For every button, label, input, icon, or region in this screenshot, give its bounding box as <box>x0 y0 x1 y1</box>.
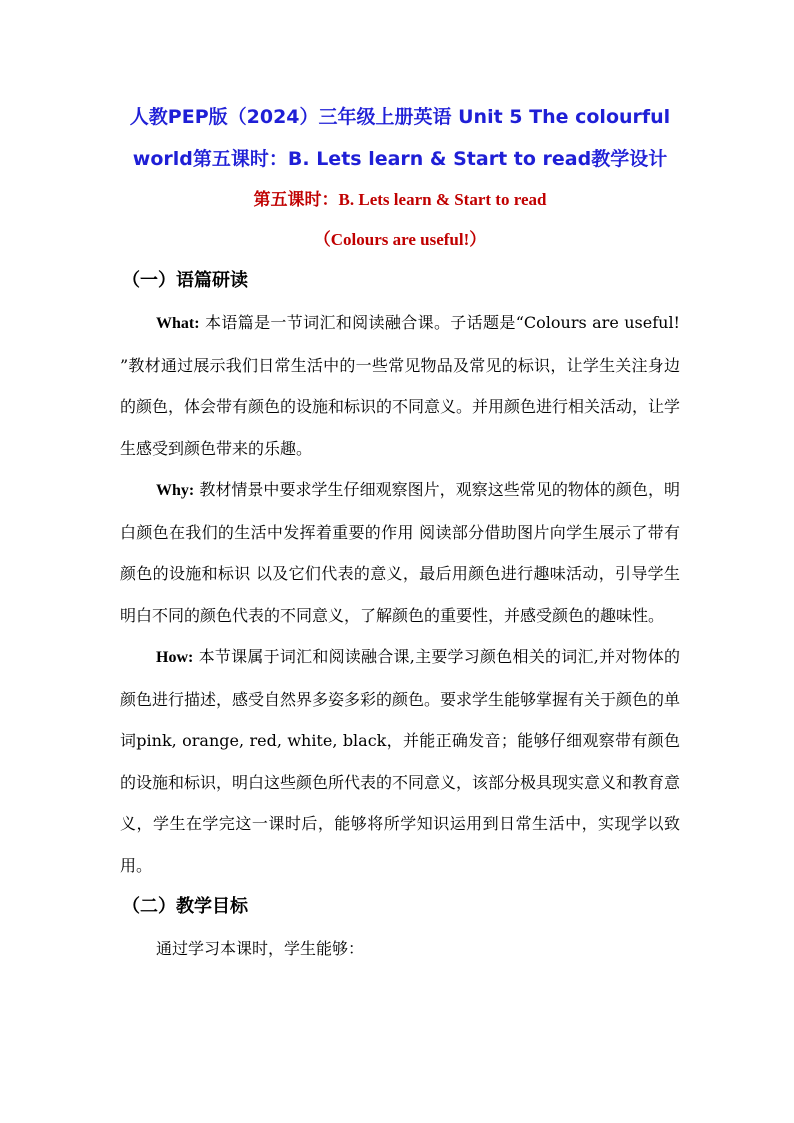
lesson-theme: （Colours are useful!） <box>313 230 487 249</box>
document-content <box>120 96 680 970</box>
why-label: Why: <box>156 482 195 499</box>
document-title-line-1: 人教PEP版（2024）三年级上册英语 Unit 5 The colourful <box>129 106 671 128</box>
paragraph-what <box>120 302 680 469</box>
section-heading-teaching-goals: （二）教学目标 <box>122 896 248 917</box>
how-text: 本节课属于词汇和阅读融合课,主要学习颜色相关的词汇,并对物体的颜色进行描述，感受自然界多姿多彩的颜色。要求学生能够掌握有关于颜色的单词pink, orange, red, white, black，并能正确发音；能够仔细观察带有颜色的设施和标识，明白这些颜色所代表的不同意义，该部分极具现实意义和教育意义，学生在学完这一课时后，能够将所学知识运用到日常生活中，实现学以致用。 <box>120 647 681 875</box>
what-text: 本语篇是一节词汇和阅读融合课。子话题是“Colours are useful! ”教材通过展示我们日常生活中的一些常见物品及常见的标识，让学生关注身边的颜色，体会带有颜色的设施和标识的不同意义。并用颜色进行相关活动，让学生感受到颜色带来的乐趣。 <box>120 313 681 458</box>
what-label: What: <box>156 315 200 332</box>
why-text: 教材情景中要求学生仔细观察图片，观察这些常见的物体的颜色，明白颜色在我们的生活中发挥着重要的作用 阅读部分借助图片向学生展示了带有颜色的设施和标识 以及它们代表的意义，最后用颜色进行趣味活动，引导学生明白不同的颜色代表的不同意义，了解颜色的重要性，并感受颜色的趣味性。 <box>120 480 680 625</box>
paragraph-why <box>120 469 680 636</box>
section-heading-text-study: （一）语篇研读 <box>122 270 248 291</box>
paragraph-goals-intro: 通过学习本课时，学生能够： <box>156 939 365 958</box>
how-label: How: <box>156 649 194 666</box>
paragraph-how <box>120 636 680 886</box>
document-title-line-2: world第五课时：B. Lets learn & Start to read教学设计 <box>132 148 668 170</box>
lesson-subtitle: 第五课时：B. Lets learn & Start to read <box>253 190 547 209</box>
